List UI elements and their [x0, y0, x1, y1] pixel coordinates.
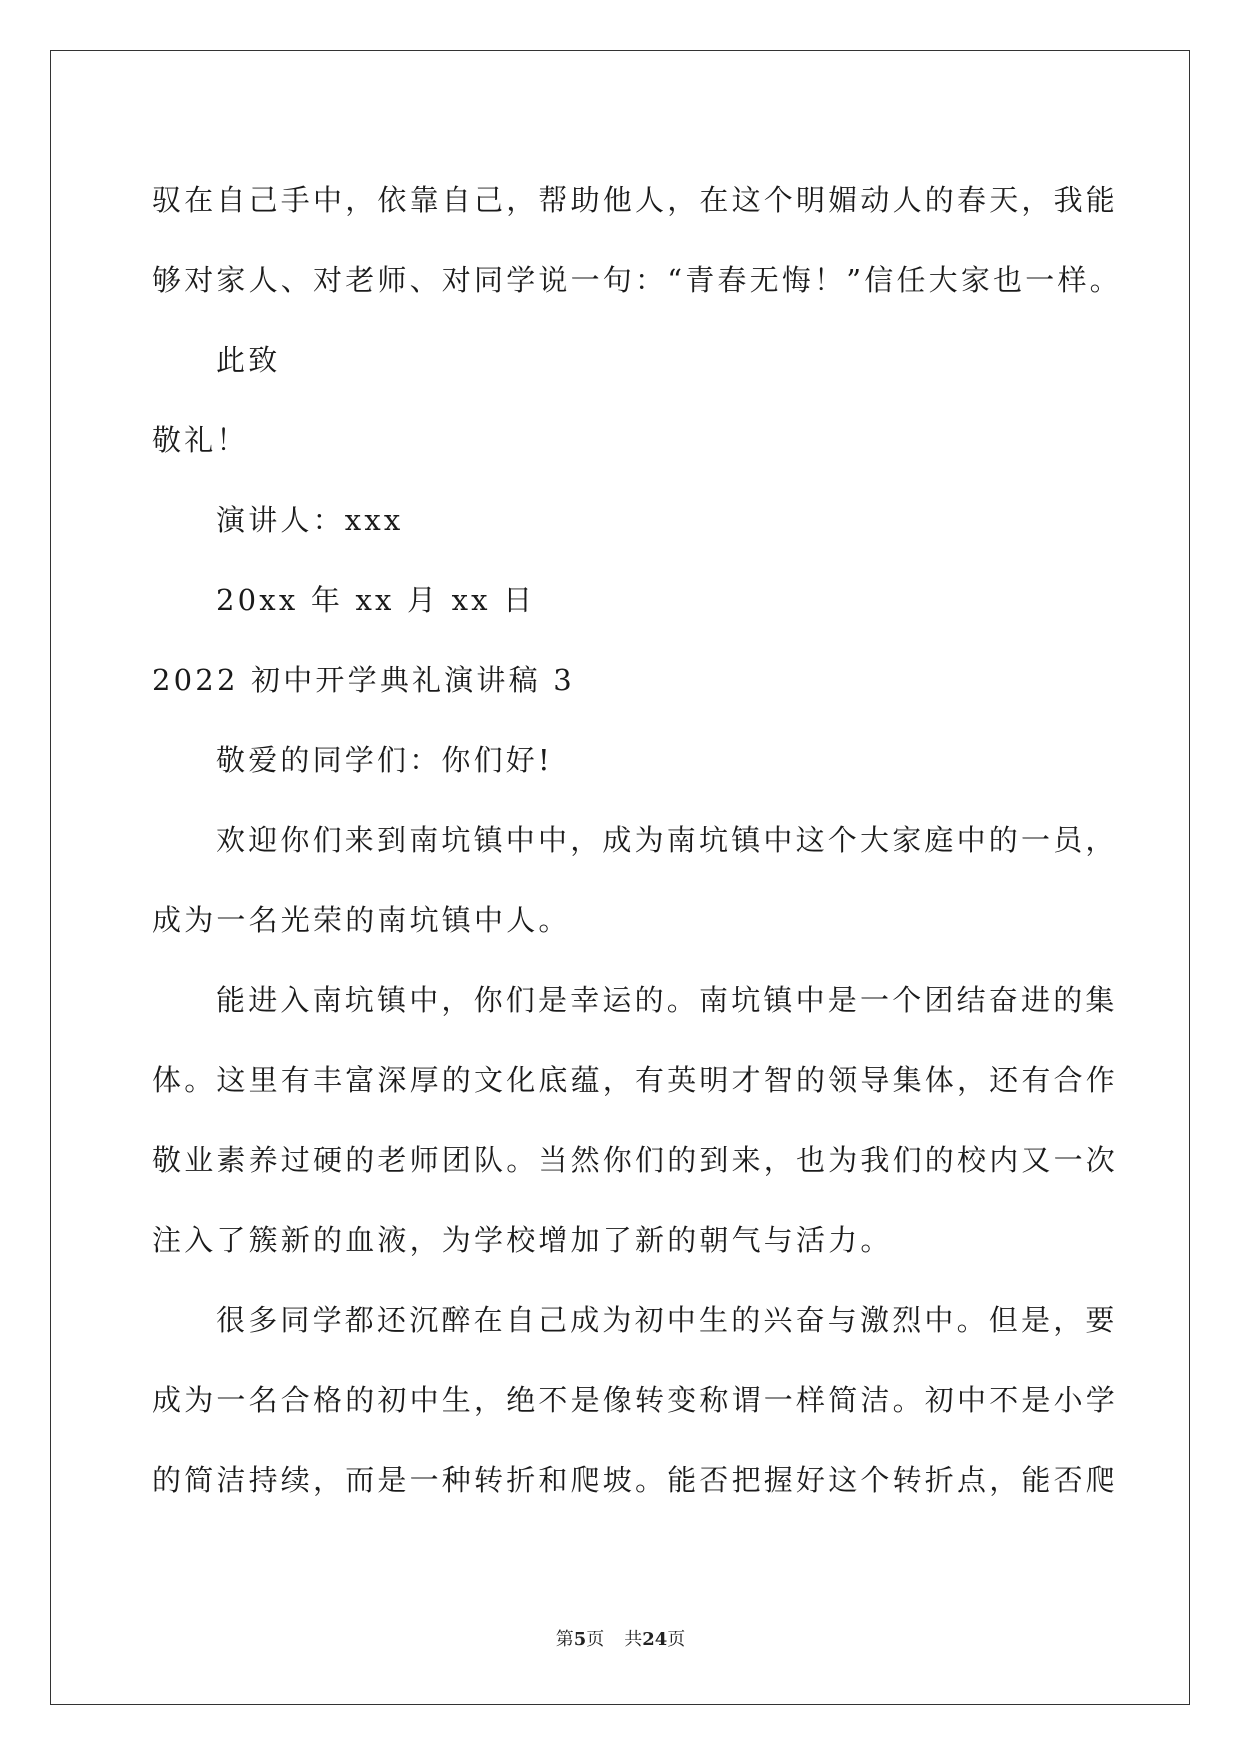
text-line: 敬礼！ — [152, 423, 249, 457]
footer-total-prefix: 共 — [624, 1629, 643, 1650]
text-line: 演讲人：xxx — [216, 503, 404, 537]
text-line: 体。这里有丰富深厚的文化底蕴，有英明才智的领导集体，还有合作 — [152, 1063, 1119, 1097]
footer-page-number: 5 — [573, 1629, 587, 1650]
footer-total-suffix: 页 — [667, 1629, 686, 1650]
text-line: 欢迎你们来到南坑镇中中，成为南坑镇中这个大家庭中的一员， — [216, 823, 1118, 857]
page-footer — [0, 1628, 1241, 1652]
text-line: 敬爱的同学们：你们好! — [216, 743, 553, 777]
text-line: 成为一名合格的初中生，绝不是像转变称谓一样简洁。初中不是小学 — [152, 1383, 1119, 1417]
text-line: 敬业素养过硬的老师团队。当然你们的到来，也为我们的校内又一次 — [152, 1143, 1119, 1177]
footer-page-prefix: 第 — [555, 1629, 574, 1650]
text-line: 注入了簇新的血液，为学校增加了新的朝气与活力。 — [152, 1223, 893, 1257]
text-line: 够对家人、对老师、对同学说一句：“青春无悔！”信任大家也一样。 — [152, 263, 1122, 297]
text-line: 能进入南坑镇中，你们是幸运的。南坑镇中是一个团结奋进的集 — [216, 983, 1118, 1017]
footer-page-suffix: 页 — [586, 1629, 605, 1650]
text-line: 20xx 年 xx 月 xx 日 — [216, 583, 536, 617]
text-line: 2022 初中开学典礼演讲稿 3 — [152, 663, 575, 697]
document-body — [152, 160, 1122, 1520]
footer-total-pages: 24 — [642, 1629, 668, 1650]
text-line: 的简洁持续，而是一种转折和爬坡。能否把握好这个转折点，能否爬 — [152, 1463, 1119, 1497]
text-line: 此致 — [216, 343, 281, 377]
text-line: 成为一名光荣的南坑镇中人。 — [152, 903, 571, 937]
text-line: 驭在自己手中，依靠自己，帮助他人，在这个明媚动人的春天，我能 — [152, 183, 1119, 217]
text-line: 很多同学都还沉醉在自己成为初中生的兴奋与激烈中。但是，要 — [216, 1303, 1118, 1337]
